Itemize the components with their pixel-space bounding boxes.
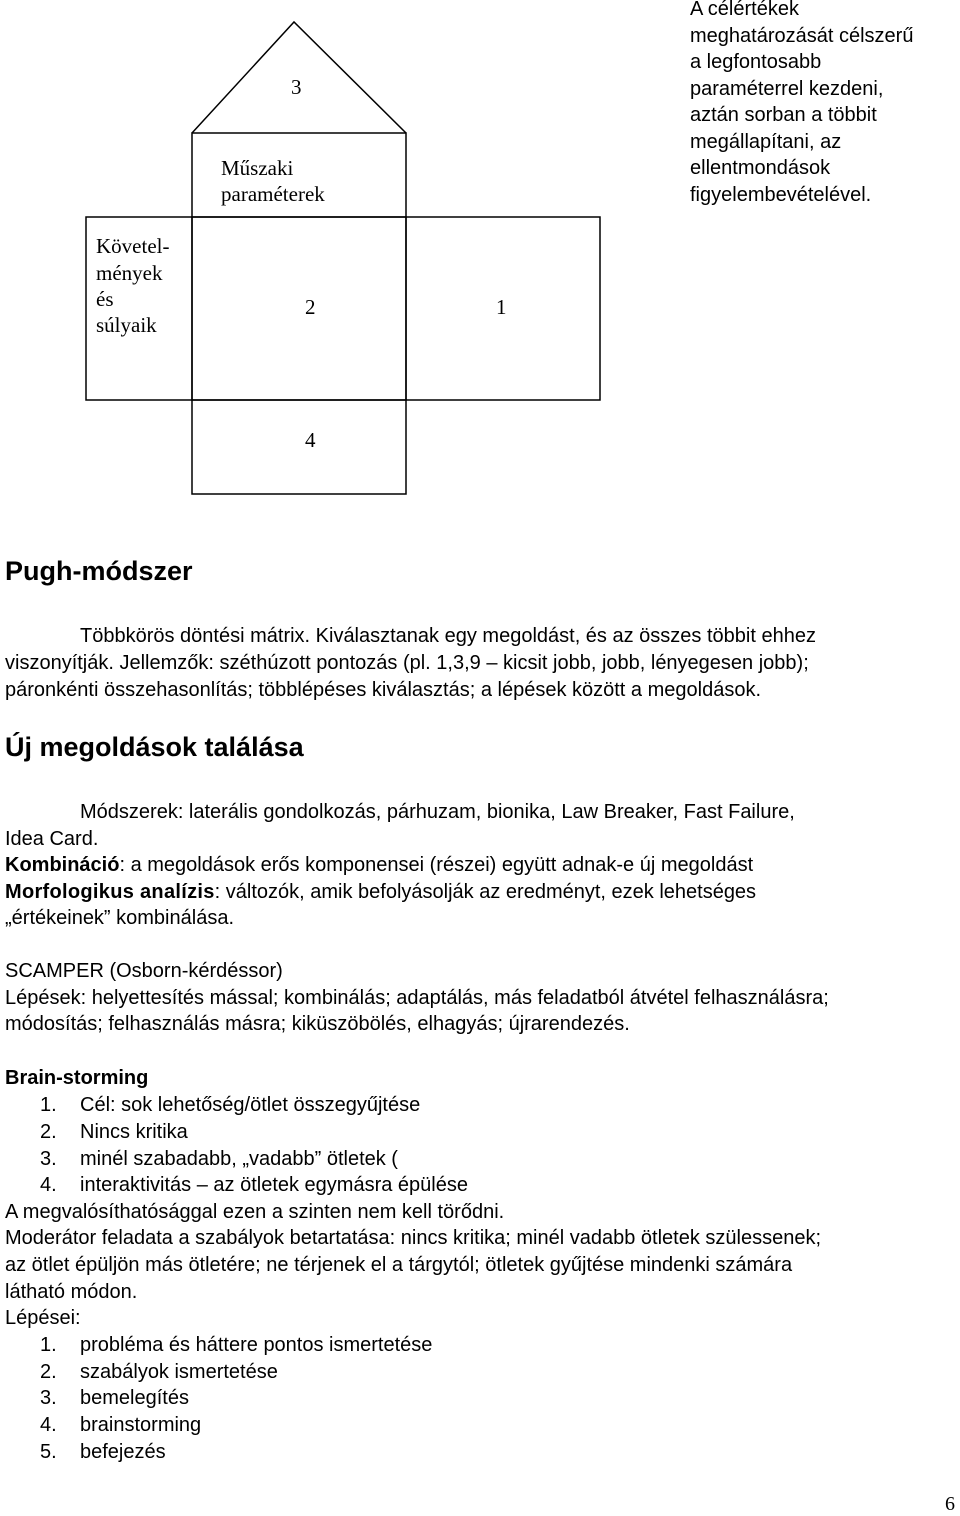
list-text: Cél: sok lehetőség/ötlet összegyűjtése <box>80 1094 421 1116</box>
list-text: brainstorming <box>80 1414 202 1436</box>
scamper-line <box>5 958 283 985</box>
morphological-line: „értékeinek” kombinálása. <box>5 907 234 929</box>
scamper-subtitle: (Osborn-kérdéssor) <box>103 960 283 982</box>
list-item <box>40 1359 278 1386</box>
requirements-label: és <box>96 287 114 311</box>
side-note-line: ellentmondások <box>690 157 831 179</box>
requirements-label: mények <box>96 261 163 285</box>
tech-params-label: paraméterek <box>221 182 325 206</box>
list-text: Nincs kritika <box>80 1121 188 1143</box>
list-item <box>40 1439 166 1466</box>
relationship-box <box>192 217 406 400</box>
morphological-label: Morfologikus analízis <box>5 881 215 903</box>
scamper-steps-line: Lépések: helyettesítés mással; kombinálás; adaptálás, más feladatból átvétel felhasználásra; <box>5 987 829 1009</box>
combination-text: : a megoldások erős komponensei (részei) együtt adnak-e új megoldást <box>119 854 754 876</box>
side-note <box>690 0 913 208</box>
list-number: 1. <box>40 1334 57 1356</box>
requirements-label: Követel- <box>96 234 170 258</box>
list-item <box>40 1385 189 1412</box>
list-text: szabályok ismertetése <box>80 1361 278 1383</box>
bottom-box <box>192 400 406 494</box>
list-number: 4. <box>40 1174 57 1196</box>
steps-label: Lépései: <box>5 1307 81 1329</box>
pugh-paragraph-line: viszonyítják. Jellemzők: széthúzott pontozás (pl. 1,3,9 – kicsit jobb, jobb, lényegesen jobb); <box>5 652 809 674</box>
list-number: 2. <box>40 1361 57 1383</box>
side-note-line: meghatározását célszerű <box>690 24 914 47</box>
center-number: 2 <box>305 295 316 319</box>
requirements-label: súlyaik <box>96 313 157 337</box>
list-item <box>40 1332 432 1359</box>
list-text: probléma és háttere pontos ismertetése <box>80 1334 433 1356</box>
list-text: bemelegítés <box>80 1387 189 1409</box>
scamper-label: SCAMPER <box>5 960 104 982</box>
list-number: 3. <box>40 1148 57 1170</box>
list-item <box>40 1119 188 1146</box>
side-note-line: aztán sorban a többit <box>690 104 877 126</box>
roof-number: 3 <box>291 75 302 99</box>
side-note-line: a legfontosabb <box>690 51 822 73</box>
page-number: 6 <box>945 1493 955 1515</box>
list-item <box>40 1092 420 1119</box>
pugh-paragraph-line: Többkörös döntési mátrix. Kiválasztanak egy megoldást, és az összes többit ehhez <box>80 625 816 647</box>
tech-params-label: Műszaki <box>221 156 294 180</box>
combination-label: Kombináció <box>5 854 120 876</box>
list-text: minél szabadabb, „vadabb” ötletek ( <box>80 1148 398 1170</box>
side-note-line: megállapítani, az <box>690 130 842 153</box>
moderator-line: az ötlet épüljön más ötletére; ne térjenek el a tárgytól; ötletek gyűjtése mindenki számára <box>5 1254 793 1276</box>
side-note-line: paraméterrel kezdeni, <box>690 77 884 100</box>
list-number: 4. <box>40 1414 57 1436</box>
moderator-line: Moderátor feladata a szabályok betartatása: nincs kritika; minél vadabb ötletek szülessenek; <box>5 1227 821 1249</box>
pugh-paragraph-line: páronkénti összehasonlítás; többlépéses kiválasztás; a lépések között a megoldások. <box>5 679 761 701</box>
combination-line <box>5 852 753 879</box>
side-note-line: A célértékek <box>690 0 799 20</box>
brainstorming-heading: Brain-storming <box>5 1067 149 1089</box>
house-of-quality-diagram <box>0 0 700 510</box>
list-item <box>40 1412 201 1439</box>
list-text: befejezés <box>80 1441 166 1463</box>
pugh-heading: Pugh-módszer <box>5 556 193 586</box>
list-number: 5. <box>40 1441 57 1463</box>
list-number: 1. <box>40 1094 57 1116</box>
right-number: 1 <box>496 295 507 319</box>
side-note-line: figyelembevételével. <box>690 183 872 206</box>
feasibility-line: A megvalósíthatósággal ezen a szinten nem kell törődni. <box>5 1201 505 1223</box>
list-item <box>40 1172 468 1199</box>
methods-line: Módszerek: laterális gondolkozás, párhuzam, bionika, Law Breaker, Fast Failure, <box>80 801 795 823</box>
new-solutions-heading: Új megoldások találása <box>5 732 304 762</box>
bottom-number: 4 <box>305 428 316 452</box>
morphological-line <box>5 879 756 906</box>
moderator-line: látható módon. <box>5 1281 138 1303</box>
list-text: interaktivitás – az ötletek egymásra épülése <box>80 1174 468 1196</box>
morphological-text: : változók, amik befolyásolják az eredményt, ezek lehetséges <box>214 881 757 903</box>
scamper-steps-line: módosítás; felhasználás másra; kiküszöbölés, elhagyás; újrarendezés. <box>5 1013 630 1035</box>
list-number: 2. <box>40 1121 57 1143</box>
list-number: 3. <box>40 1387 57 1409</box>
list-item <box>40 1146 398 1173</box>
methods-line: Idea Card. <box>5 828 99 850</box>
